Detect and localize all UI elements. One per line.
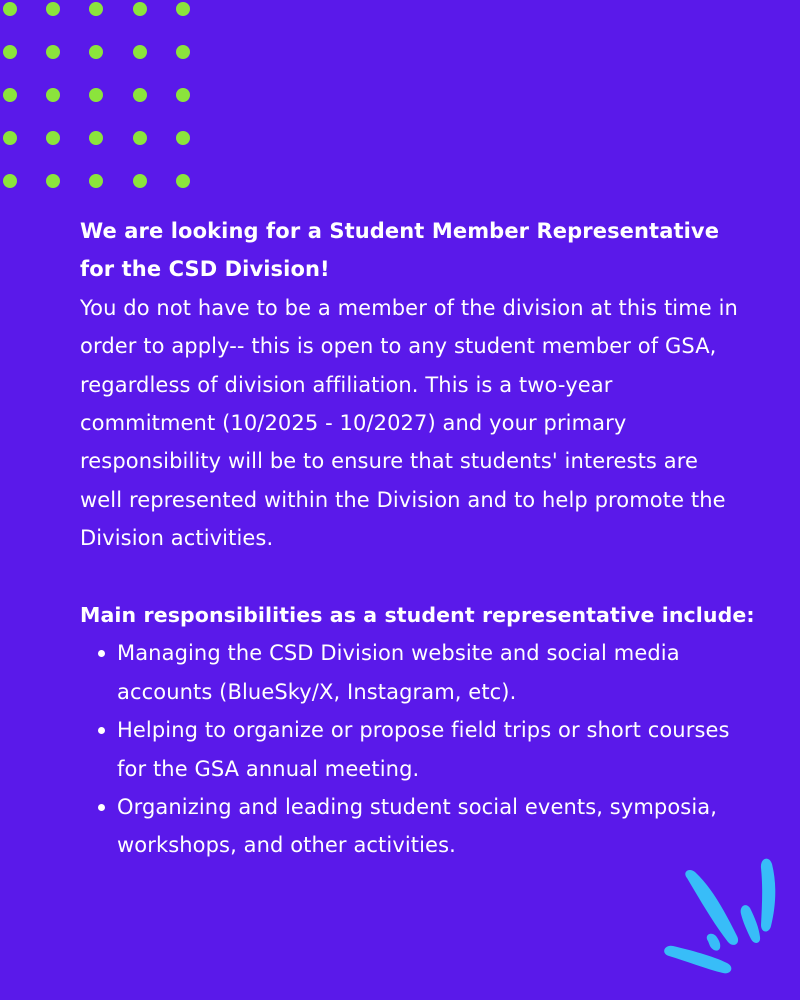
announcement-body: You do not have to be a member of the division at this time in order to apply-- this is open to any student member of GSA, regardless of division affiliation. This is a two-year commitment (10/2025 - 10/2027) and your primary responsibility will be to ensure that students' interests are well represented within the Division and to help promote the Division activities.	[80, 295, 738, 551]
announcement-heading: We are looking for a Student Member Representative for the CSD Division!	[80, 219, 720, 282]
bullet-icon	[98, 650, 105, 657]
list-item-text: Organizing and leading student social events, symposia, workshops, and other activities.	[117, 795, 718, 858]
list-item-text: Managing the CSD Division website and social media accounts (BlueSky/X, Instagram, etc).	[117, 641, 680, 704]
list-item-text: Helping to organize or propose field trips or short courses for the GSA annual meeting.	[117, 718, 730, 781]
brush-stroke-marks	[656, 850, 796, 980]
list-item	[80, 634, 740, 711]
responsibilities-heading: Main responsibilities as a student representative include:	[80, 603, 755, 628]
dot-grid-pattern	[0, 0, 200, 200]
responsibilities-list	[80, 634, 740, 864]
announcement-content	[80, 212, 755, 865]
bullet-icon	[98, 727, 105, 734]
list-item	[80, 788, 740, 865]
bullet-icon	[98, 804, 105, 811]
list-item	[80, 711, 740, 788]
